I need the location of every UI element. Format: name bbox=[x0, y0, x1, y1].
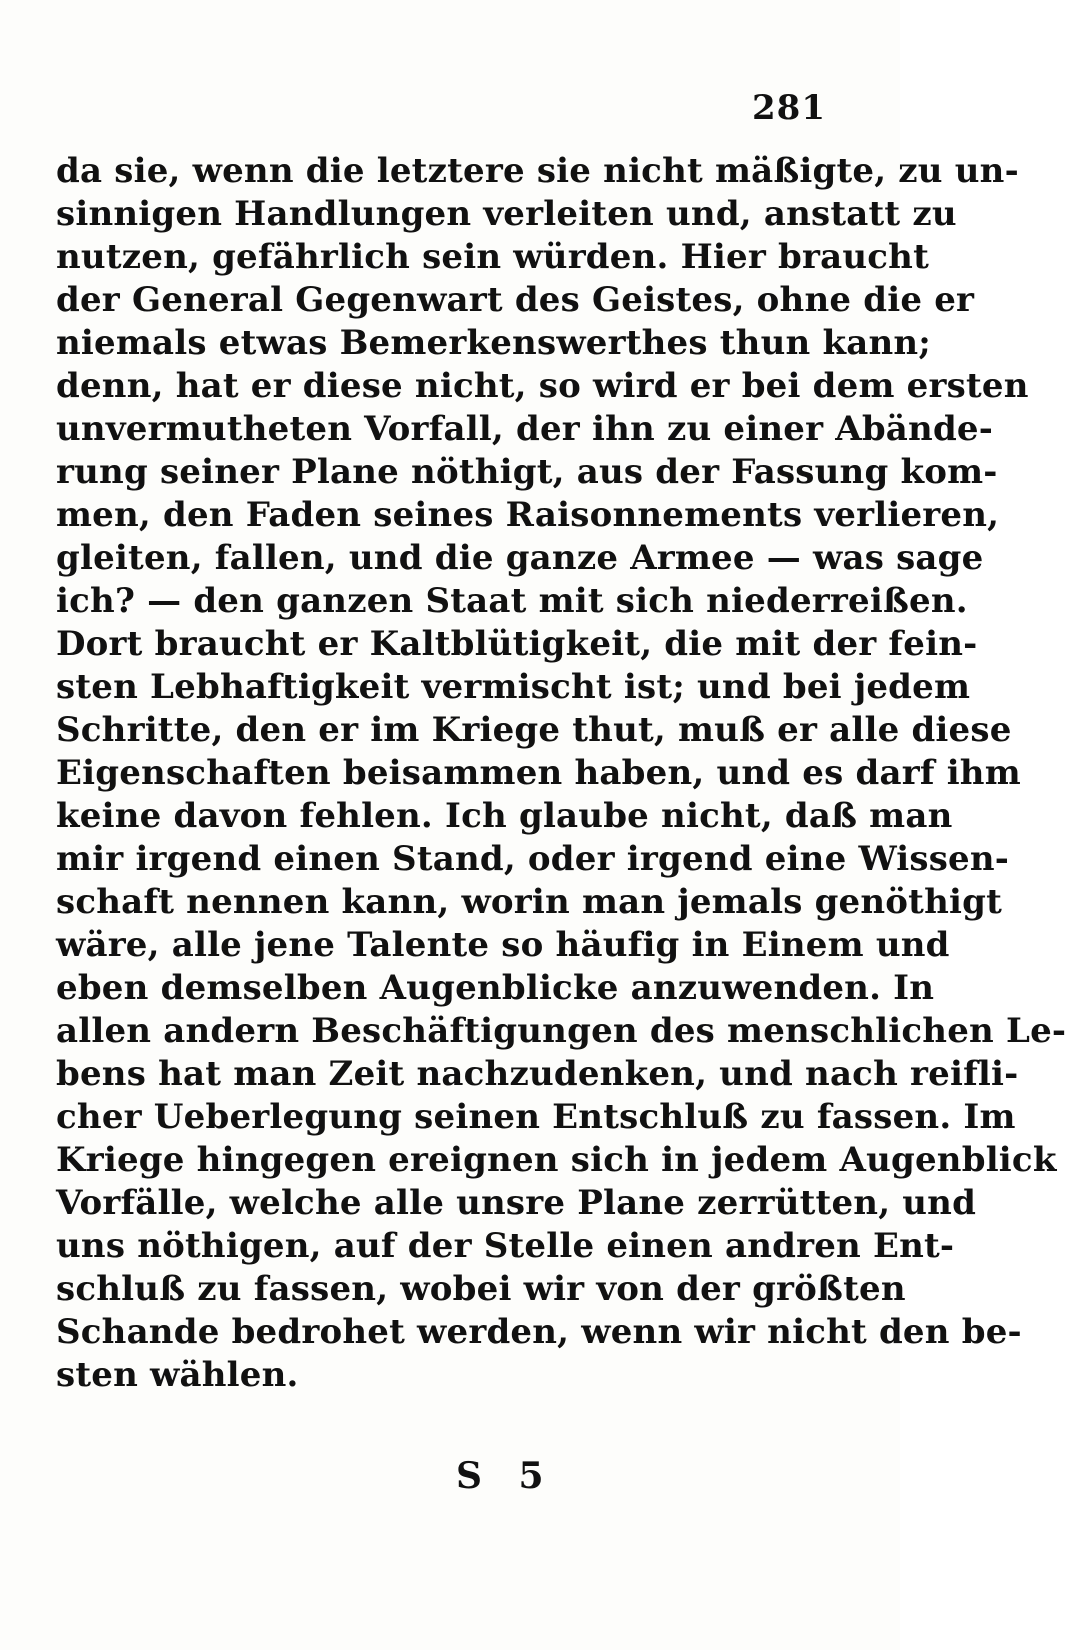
text-line: der General Gegenwart des Geistes, ohne die er bbox=[56, 280, 975, 320]
text-line: ich? — den ganzen Staat mit sich niederreißen. bbox=[56, 581, 968, 621]
text-line: schaft nennen kann, worin man jemals genöthigt bbox=[56, 882, 1002, 922]
text-line: wäre, alle jene Talente so häufig in Einem und bbox=[56, 925, 950, 965]
text-line: gleiten, fallen, und die ganze Armee — was sage bbox=[56, 538, 984, 578]
text-line: sten wählen. bbox=[56, 1355, 299, 1395]
page-number: 281 bbox=[752, 88, 826, 128]
text-line: nutzen, gefährlich sein würden. Hier braucht bbox=[56, 237, 929, 277]
text-line: allen andern Beschäftigungen des menschlichen Le- bbox=[56, 1011, 1066, 1051]
text-line: Kriege hingegen ereignen sich in jedem Augenblick bbox=[56, 1140, 1057, 1180]
text-line: sten Lebhaftigkeit vermischt ist; und bei jedem bbox=[56, 667, 971, 707]
text-line: cher Ueberlegung seinen Entschluß zu fassen. Im bbox=[56, 1097, 1016, 1137]
text-line: unvermutheten Vorfall, der ihn zu einer Abände- bbox=[56, 409, 994, 449]
text-line: rung seiner Plane nöthigt, aus der Fassung kom- bbox=[56, 452, 998, 492]
text-line: keine davon fehlen. Ich glaube nicht, daß man bbox=[56, 796, 953, 836]
text-line: Dort braucht er Kaltblütigkeit, die mit der fein- bbox=[56, 624, 978, 664]
text-line: Schritte, den er im Kriege thut, muß er alle diese bbox=[56, 710, 1012, 750]
text-line: niemals etwas Bemerkenswerthes thun kann; bbox=[56, 323, 932, 363]
body-text bbox=[56, 150, 1066, 1397]
text-line: bens hat man Zeit nachzudenken, und nach reifli- bbox=[56, 1054, 1019, 1094]
text-line: Schande bedrohet werden, wenn wir nicht den be- bbox=[56, 1312, 1022, 1352]
text-line: uns nöthigen, auf der Stelle einen andren Ent- bbox=[56, 1226, 955, 1266]
text-line: mir irgend einen Stand, oder irgend eine Wissen- bbox=[56, 839, 1010, 879]
text-line: Vorfälle, welche alle unsre Plane zerrütten, und bbox=[56, 1183, 977, 1223]
printer-signature-mark: S 5 bbox=[456, 1455, 556, 1497]
text-line: schluß zu fassen, wobei wir von der größten bbox=[56, 1269, 906, 1309]
text-line: da sie, wenn die letztere sie nicht mäßigte, zu un- bbox=[56, 151, 1019, 191]
text-line: sinnigen Handlungen verleiten und, anstatt zu bbox=[56, 194, 957, 234]
text-line: eben demselben Augenblicke anzuwenden. In bbox=[56, 968, 935, 1008]
text-line: denn, hat er diese nicht, so wird er bei dem ersten bbox=[56, 366, 1029, 406]
text-line: men, den Faden seines Raisonnements verlieren, bbox=[56, 495, 1000, 535]
text-line: Eigenschaften beisammen haben, und es darf ihm bbox=[56, 753, 1021, 793]
